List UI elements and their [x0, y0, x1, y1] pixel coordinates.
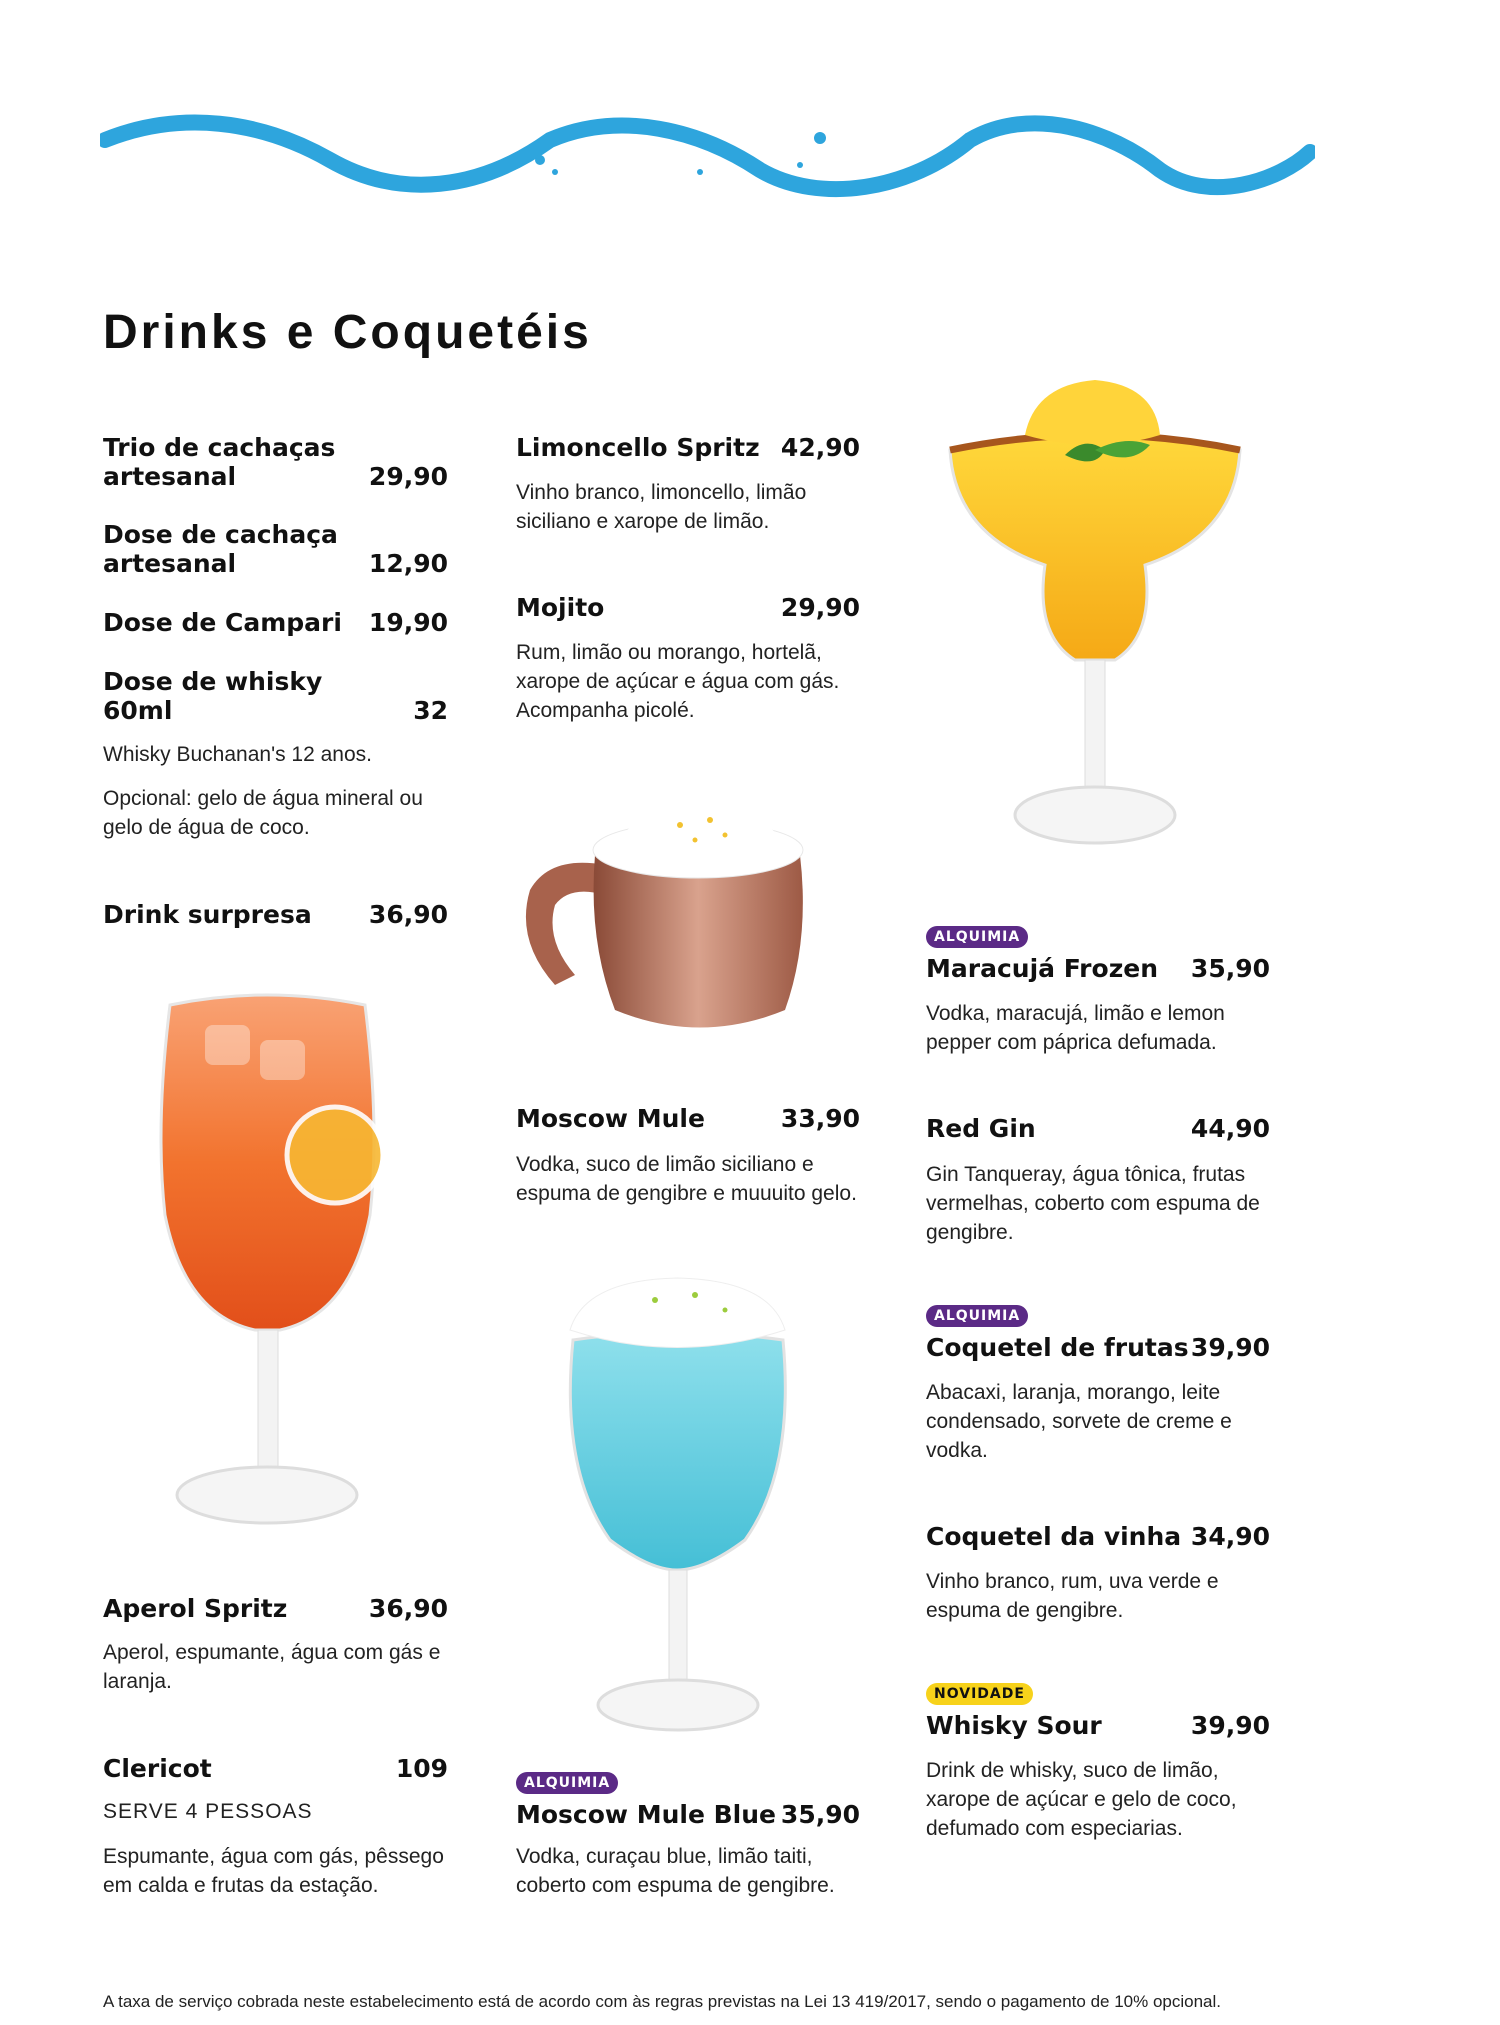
- item-price: 36,90: [368, 900, 448, 929]
- aperol-spritz-image: [145, 985, 390, 1545]
- item-description: Aperol, espumante, água com gás e laranja.: [103, 1641, 441, 1693]
- item-price: 12,90: [368, 549, 448, 578]
- item-price: 35,90: [780, 1800, 860, 1829]
- item-serves: SERVE 4 PESSOAS: [103, 1800, 313, 1823]
- item-name: Moscow Mule: [516, 1104, 705, 1133]
- item-price: 39,90: [1190, 1711, 1270, 1740]
- wave-decoration: [100, 110, 1315, 210]
- moscow-mule-image: [510, 800, 815, 1045]
- item-name: Limoncello Spritz: [516, 433, 760, 462]
- item-price: 39,90: [1190, 1333, 1270, 1362]
- item-name: Dose de whisky 60ml: [103, 667, 323, 725]
- item-price: 42,90: [780, 433, 860, 462]
- item-name: Maracujá Frozen: [926, 954, 1158, 983]
- item-note: Opcional: gelo de água mineral ou gelo de água de coco.: [103, 787, 423, 839]
- item-price: 29,90: [368, 462, 448, 491]
- item-description: Vinho branco, limoncello, limão siciliano e xarope de limão.: [516, 481, 807, 533]
- item-price: 33,90: [780, 1104, 860, 1133]
- item-price: 35,90: [1190, 954, 1270, 983]
- item-description: Vodka, suco de limão siciliano e espuma de gengibre e muuuito gelo.: [516, 1153, 857, 1205]
- item-name: Dose de Campari: [103, 608, 342, 637]
- item-description: Drink de whisky, suco de limão, xarope de açúcar e gelo de coco, defumado com especiarias.: [926, 1759, 1237, 1840]
- item-price: 36,90: [368, 1594, 448, 1623]
- item-name: Aperol Spritz: [103, 1594, 288, 1623]
- item-name: Moscow Mule Blue: [516, 1800, 777, 1829]
- item-description: Abacaxi, laranja, morango, leite condensado, sorvete de creme e vodka.: [926, 1381, 1232, 1462]
- item-price: 29,90: [780, 593, 860, 622]
- item-name: Drink surpresa: [103, 900, 312, 929]
- maracuja-frozen-image: [945, 375, 1245, 885]
- badge-alquimia: ALQUIMIA: [516, 1772, 618, 1794]
- item-name: Whisky Sour: [926, 1711, 1102, 1740]
- item-name: Clericot: [103, 1754, 212, 1783]
- moscow-mule-blue-image: [555, 1270, 800, 1750]
- item-name: Red Gin: [926, 1114, 1036, 1143]
- item-description: Rum, limão ou morango, hortelã, xarope de açúcar e água com gás. Acompanha picolé.: [516, 641, 840, 722]
- item-description: Vodka, maracujá, limão e lemon pepper com páprica defumada.: [926, 1002, 1225, 1054]
- badge-alquimia: ALQUIMIA: [926, 926, 1028, 948]
- item-description: Whisky Buchanan's 12 anos.: [103, 743, 372, 766]
- item-description: Gin Tanqueray, água tônica, frutas vermelhas, coberto com espuma de gengibre.: [926, 1163, 1260, 1244]
- item-name: Trio de cachaças artesanal: [103, 433, 336, 491]
- item-price: 44,90: [1190, 1114, 1270, 1143]
- item-price: 19,90: [368, 608, 448, 637]
- page-title: Drinks e Coquetéis: [103, 306, 592, 359]
- badge-alquimia: ALQUIMIA: [926, 1305, 1028, 1327]
- item-price: 34,90: [1190, 1522, 1270, 1551]
- item-name: Coquetel da vinha: [926, 1522, 1182, 1551]
- item-price: 109: [395, 1754, 448, 1783]
- footer-note: A taxa de serviço cobrada neste estabelecimento está de acordo com às regras previstas na Lei 13 419/2017, sendo o pagamento de 10% opcional.: [103, 1992, 1221, 2011]
- item-name: Dose de cachaça artesanal: [103, 520, 338, 578]
- item-price: 32: [413, 696, 448, 725]
- item-name: Mojito: [516, 593, 605, 622]
- badge-novidade: NOVIDADE: [926, 1683, 1033, 1705]
- item-description: Vinho branco, rum, uva verde e espuma de gengibre.: [926, 1570, 1219, 1622]
- item-description: Espumante, água com gás, pêssego em calda e frutas da estação.: [103, 1845, 444, 1897]
- item-description: Vodka, curaçau blue, limão taiti, coberto com espuma de gengibre.: [516, 1845, 835, 1897]
- item-name: Coquetel de frutas: [926, 1333, 1189, 1362]
